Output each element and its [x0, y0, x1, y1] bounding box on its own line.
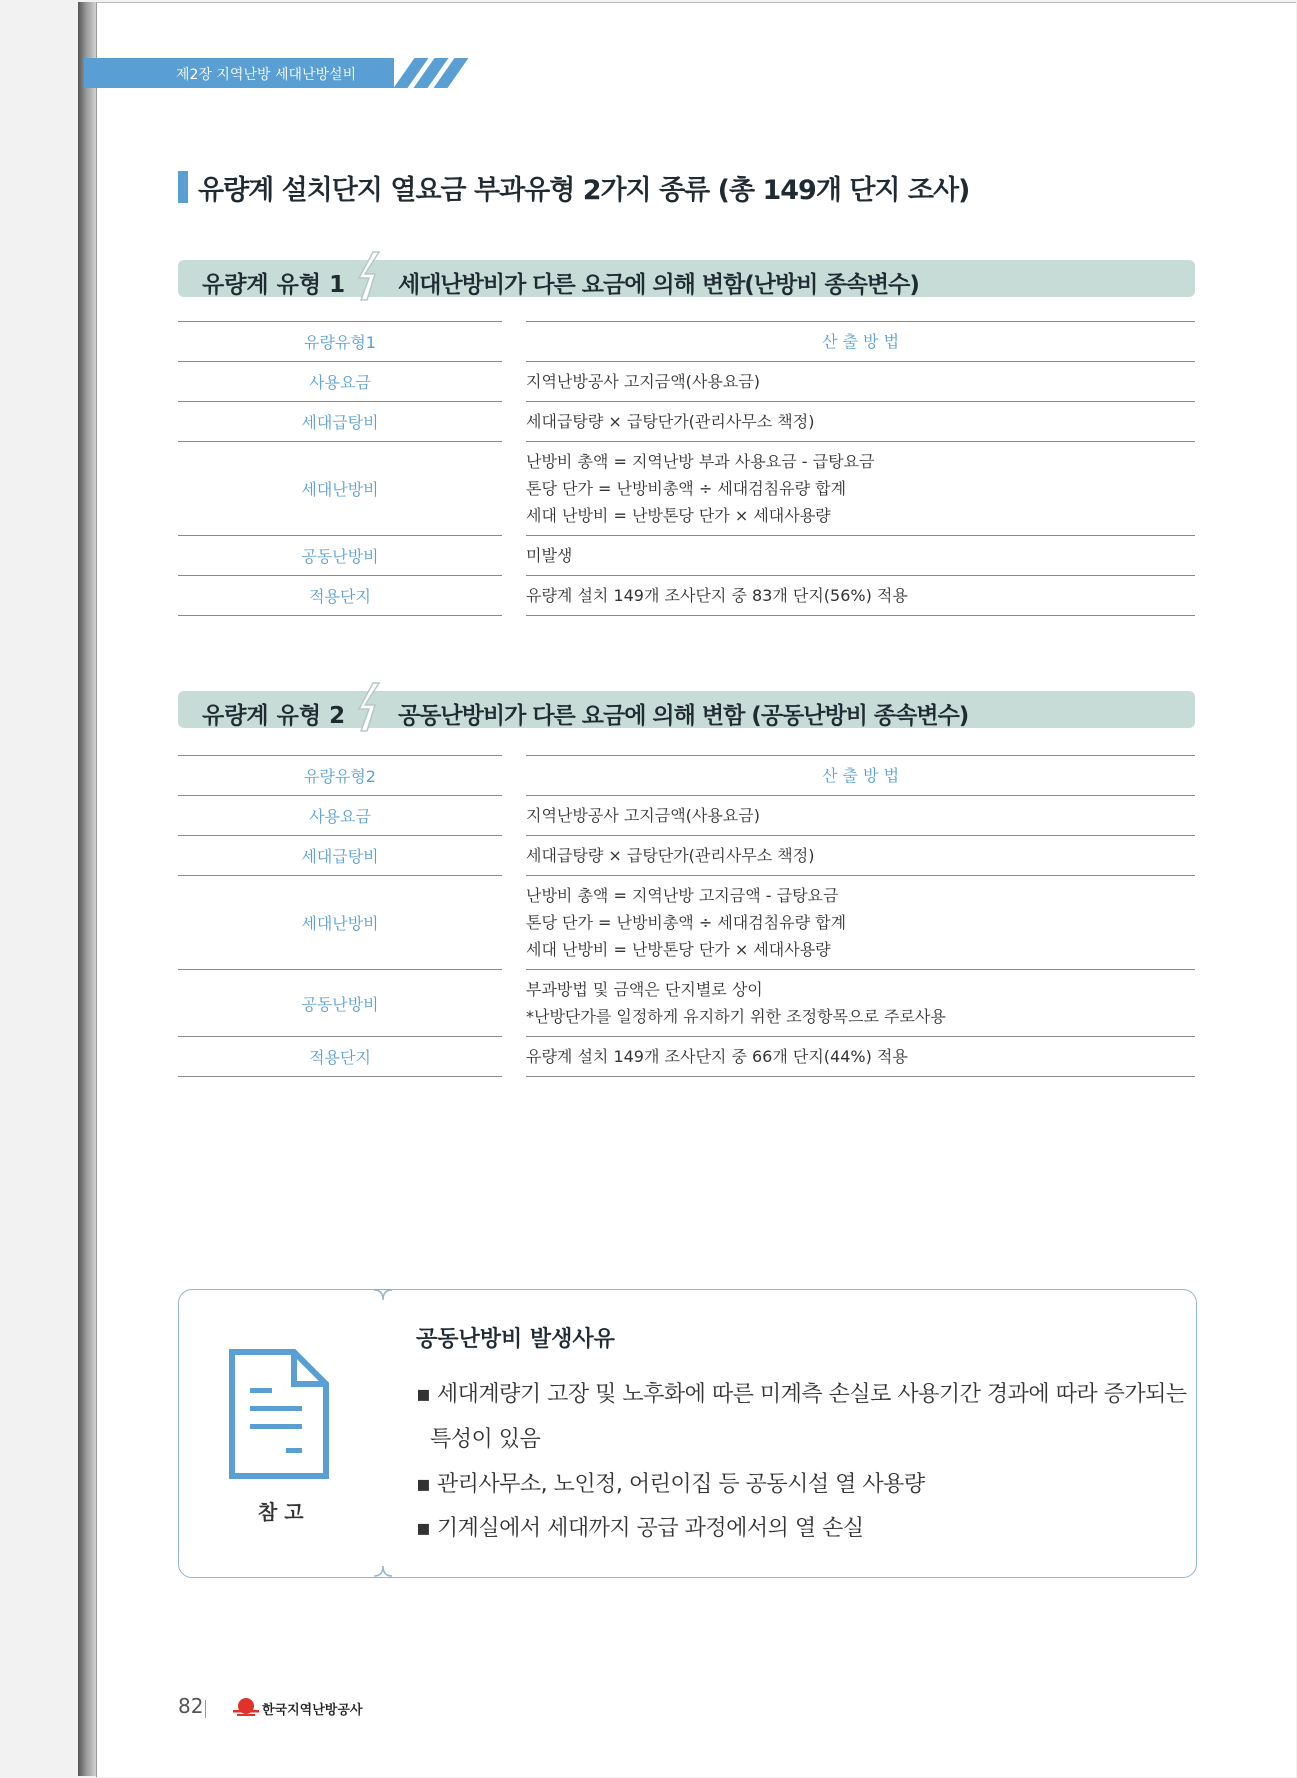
row-label: 적용단지 — [309, 1048, 371, 1067]
row-value: 세대급탕량 × 급탕단가(관리사무소 책정) — [526, 846, 815, 865]
row-value: 부과방법 및 금액은 단지별로 상이 — [526, 980, 763, 999]
row-value: 세대 난방비 = 난방톤당 단가 × 세대사용량 — [526, 940, 831, 959]
notch-bottom-icon — [374, 1566, 392, 1586]
table-row — [178, 875, 1195, 969]
header-right: 산 출 방 법 — [821, 766, 900, 785]
type2-label: 유량계 유형 2 — [202, 703, 346, 729]
row-value: 난방비 총액 = 지역난방 부과 사용요금 - 급탕요금 — [526, 452, 875, 471]
row-value: 세대급탕량 × 급탕단가(관리사무소 책정) — [526, 412, 815, 431]
type2-bar — [178, 691, 1195, 728]
type1-bar — [178, 260, 1195, 297]
reference-label: 참 고 — [258, 1500, 304, 1524]
reference-title: 공동난방비 발생사유 — [416, 1327, 615, 1352]
row-value: *난방단가를 일정하게 유지하기 위한 조정항목으로 주로사용 — [526, 1007, 946, 1026]
row-value: 지역난방공사 고지금액(사용요금) — [526, 806, 760, 825]
row-value: 지역난방공사 고지금액(사용요금) — [526, 372, 760, 391]
row-label: 적용단지 — [309, 587, 371, 606]
table-row — [178, 535, 1195, 575]
company-name: 한국지역난방공사 — [262, 1703, 363, 1718]
bolt-icon — [353, 250, 389, 304]
row-label: 세대급탕비 — [301, 413, 379, 432]
row-label: 세대난방비 — [301, 914, 379, 933]
reference-item: ▪ 기계실에서 세대까지 공급 과정에서의 열 손실 — [416, 1516, 864, 1541]
table-row — [178, 401, 1195, 441]
company-logo-icon — [233, 1697, 259, 1719]
reference-item: ▪ 관리사무소, 노인정, 어린이집 등 공동시설 열 사용량 — [416, 1472, 925, 1497]
reference-item: 특성이 있음 — [430, 1427, 541, 1452]
row-label: 공동난방비 — [301, 547, 379, 566]
row-value: 미발생 — [526, 546, 573, 565]
page-title-text: 유량계 설치단지 열요금 부과유형 2가지 종류 (총 149개 단지 조사) — [198, 174, 970, 206]
type1-label: 유량계 유형 1 — [202, 272, 346, 298]
chapter-label: 제2장 지역난방 세대난방설비 — [176, 67, 357, 83]
table-row — [178, 575, 1195, 616]
reference-divider — [382, 1290, 384, 1576]
row-label: 세대난방비 — [301, 480, 379, 499]
table-row — [178, 1036, 1195, 1077]
table-row — [178, 969, 1195, 1036]
row-value: 난방비 총액 = 지역난방 고지금액 - 급탕요금 — [526, 886, 839, 905]
row-value: 톤당 단가 = 난방비총액 ÷ 세대검침유량 합계 — [526, 913, 847, 932]
title-marker — [178, 171, 188, 203]
type2-desc: 공동난방비가 다른 요금에 의해 변함 (공동난방비 종속변수) — [398, 703, 969, 729]
table-header-row — [178, 755, 1195, 795]
chapter-banner — [84, 58, 394, 88]
header-left: 유량유형2 — [303, 767, 376, 786]
row-value: 톤당 단가 = 난방비총액 ÷ 세대검침유량 합계 — [526, 479, 847, 498]
header-left: 유량유형1 — [303, 333, 376, 352]
table-row — [178, 361, 1195, 401]
row-label: 사용요금 — [309, 807, 371, 826]
row-value: 세대 난방비 = 난방톤당 단가 × 세대사용량 — [526, 506, 831, 525]
bolt-icon — [353, 681, 389, 735]
page-spine — [78, 2, 98, 1776]
row-label: 세대급탕비 — [301, 847, 379, 866]
footer-divider — [205, 1700, 206, 1718]
notch-top-icon — [374, 1280, 392, 1300]
table-row — [178, 441, 1195, 535]
page-title — [178, 168, 969, 206]
table-row — [178, 795, 1195, 835]
type1-desc: 세대난방비가 다른 요금에 의해 변함(난방비 종속변수) — [398, 272, 919, 298]
row-value: 유량계 설치 149개 조사단지 중 66개 단지(44%) 적용 — [526, 1047, 908, 1066]
row-label: 공동난방비 — [301, 994, 379, 1014]
row-value: 유량계 설치 149개 조사단지 중 83개 단지(56%) 적용 — [526, 586, 908, 605]
table-row — [178, 835, 1195, 875]
reference-item: ▪ 세대계량기 고장 및 노후화에 따른 미계측 손실로 사용기간 경과에 따라 증가되는 — [416, 1382, 1187, 1407]
table-header-row — [178, 321, 1195, 361]
row-label: 사용요금 — [309, 373, 371, 392]
header-right: 산 출 방 법 — [821, 332, 900, 351]
type2-table — [178, 755, 1195, 1077]
type1-table — [178, 321, 1195, 616]
document-icon — [228, 1348, 330, 1480]
page-number: 82 — [178, 1694, 204, 1718]
